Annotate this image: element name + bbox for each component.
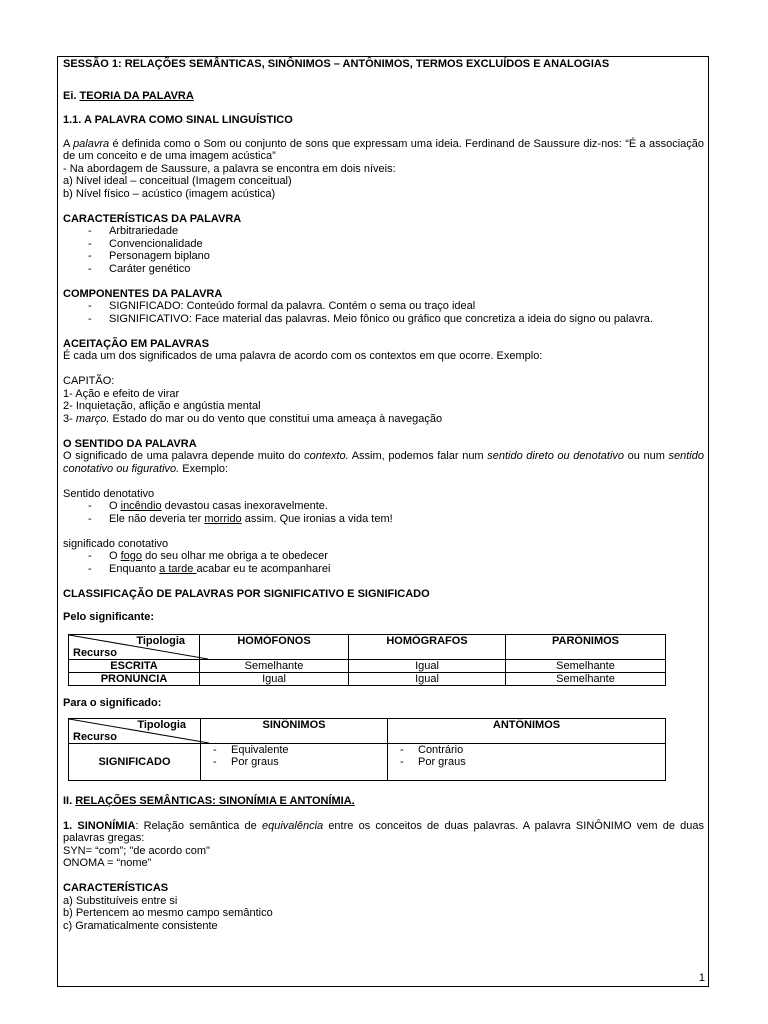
table-row [69, 659, 666, 672]
conotativo-list [63, 550, 704, 575]
list-item: - SIGNIFICATIVO: Face material das palavras. Meio fônico ou gráfico que concretiza a ideia do signo ou palavra. [63, 313, 704, 326]
meaning-3: 3- março. Estado do mar ou do vento que constitui uma ameaça à navegação [63, 412, 443, 425]
caracteristicas-heading: CARACTERÍSTICAS DA PALAVRA [63, 212, 242, 225]
example-word: CAPITÃO: [63, 375, 115, 387]
heading-1-1: 1.1. A PALAVRA COMO SINAL LINGUÍSTICO [63, 114, 293, 126]
sentido-heading: O SENTIDO DA PALAVRA [63, 437, 197, 450]
table-header-row [69, 719, 666, 744]
corner-bottom-label: Recurso [73, 646, 118, 659]
col-header: PARÔNIMOS [506, 634, 666, 659]
list-item: - Convencionalidade [63, 238, 704, 251]
col-header: HOMÓGRAFOS [349, 634, 506, 659]
sinonimia-definition: 1. SINONÍMIA: Relação semântica de equivalência entre os conceitos de duas palavras. A palavra SINÔNIMO vem de duas palavras gregas: [63, 819, 704, 844]
list-item: - Equivalente [205, 744, 383, 756]
classificacao-heading: CLASSIFICAÇÃO DE PALAVRAS POR SIGNIFICATIVO E SIGNIFICADO [63, 587, 430, 600]
aceitacao-heading: ACEITAÇÃO EM PALAVRAS [63, 337, 210, 350]
corner-top-label: Tipologia [137, 719, 186, 731]
significado-label: Para o significado: [63, 696, 162, 709]
onoma-line: ONOMA = “nome” [63, 857, 152, 869]
col-header: ANTÔNIMOS [388, 719, 666, 744]
denotativo-label: Sentido denotativo [63, 487, 155, 500]
table-cell [388, 744, 666, 781]
table-cell: Semelhante [506, 659, 666, 672]
table-cell [201, 744, 388, 781]
section-ii-heading: II. RELAÇÕES SEMÂNTICAS: SINONÍMIA E ANTONÍMIA. [63, 795, 355, 807]
list-item: - SIGNIFICADO: Conteúdo formal da palavra. Contém o sema ou traço ideal [63, 300, 704, 313]
list-item: - Por graus [205, 756, 383, 768]
list-item: - Enquanto a tarde acabar eu te acompanharei [63, 563, 704, 576]
level-a: a) Nível ideal – conceitual (Imagem conceitual) [63, 175, 292, 187]
list-item: - Contrário [392, 744, 661, 756]
palavra-definition: A palavra é definida como o Som ou conjunto de sons que expressam uma ideia. Ferdinand de Saussure diz-nos: “É a associação de um conceito e de uma imagem acústica” [63, 137, 704, 162]
significado-table [68, 718, 666, 781]
significante-label: Pelo significante: [63, 611, 155, 623]
col-header: HOMÓFONOS [200, 634, 349, 659]
meaning-2: 2- Inquietação, aflição e angústia mental [63, 400, 261, 412]
caracteristica-b: b) Pertencem ao mesmo campo semântico [63, 907, 273, 919]
syn-line: SYN= “com”; "de acordo com" [63, 844, 210, 857]
corner-top-label: Tipologia [136, 634, 185, 647]
list-item: - Arbitrariedade [63, 225, 704, 238]
list-item: - Ele não deveria ter morrido assim. Que ironias a vida tem! [63, 513, 704, 526]
caracteristicas-list [63, 225, 704, 275]
conotativo-label: significado conotativo [63, 537, 169, 550]
corner-cell [69, 719, 201, 744]
significante-table [68, 634, 666, 686]
corner-bottom-label: Recurso [73, 731, 118, 743]
table-cell: Semelhante [200, 659, 349, 672]
list-item: - Caráter genético [63, 263, 704, 276]
table-cell: Igual [349, 659, 506, 672]
row-label: ESCRITA [69, 659, 200, 672]
saussure-levels: - Na abordagem de Saussure, a palavra se encontra em dois níveis: [63, 162, 396, 175]
aceitacao-text: É cada um dos significados de uma palavra de acordo com os contextos em que ocorre. Exemplo: [63, 350, 543, 362]
caracteristica-a: a) Substituíveis entre si [63, 894, 178, 907]
caracteristicas-ii-heading: CARACTERÍSTICAS [63, 882, 169, 894]
table-row [69, 672, 666, 685]
level-b: b) Nível físico – acústico (imagem acústica) [63, 187, 276, 200]
corner-cell [69, 634, 200, 659]
denotativo-list [63, 500, 704, 525]
componentes-heading: COMPONENTES DA PALAVRA [63, 287, 223, 300]
componentes-list [63, 300, 704, 325]
table-row [69, 744, 666, 781]
document-body [63, 58, 704, 932]
row-label: SIGNIFICADO [69, 744, 201, 781]
row-label: PRONÚNCIA [69, 672, 200, 685]
table-cell: Semelhante [506, 672, 666, 685]
table-cell: Igual [349, 672, 506, 685]
list-item: - O fogo do seu olhar me obriga a te obedecer [63, 550, 704, 563]
meaning-1: 1- Ação e efeito de virar [63, 387, 180, 400]
session-title: SESSÃO 1: RELAÇÕES SEMÂNTICAS, SINÔNIMOS – ANTÔNIMOS, TERMOS EXCLUÍDOS E ANALOGIAS [63, 58, 610, 70]
caracteristica-c: c) Gramaticalmente consistente [63, 919, 218, 932]
list-item: - Personagem biplano [63, 250, 704, 263]
section-i-heading: Ei. TEORIA DA PALAVRA [63, 89, 194, 102]
sentido-text: O significado de uma palavra depende muito do contexto. Assim, podemos falar num sentido direto ou denotativo ou num sentido conotativo ou figurativo. Exemplo: [63, 450, 704, 475]
col-header: SINÔNIMOS [201, 719, 388, 744]
list-item: - Por graus [392, 756, 661, 768]
page-number: 1 [698, 972, 705, 984]
table-header-row [69, 634, 666, 659]
list-item: - O incêndio devastou casas inexoravelmente. [63, 500, 704, 513]
table-cell: Igual [200, 672, 349, 685]
